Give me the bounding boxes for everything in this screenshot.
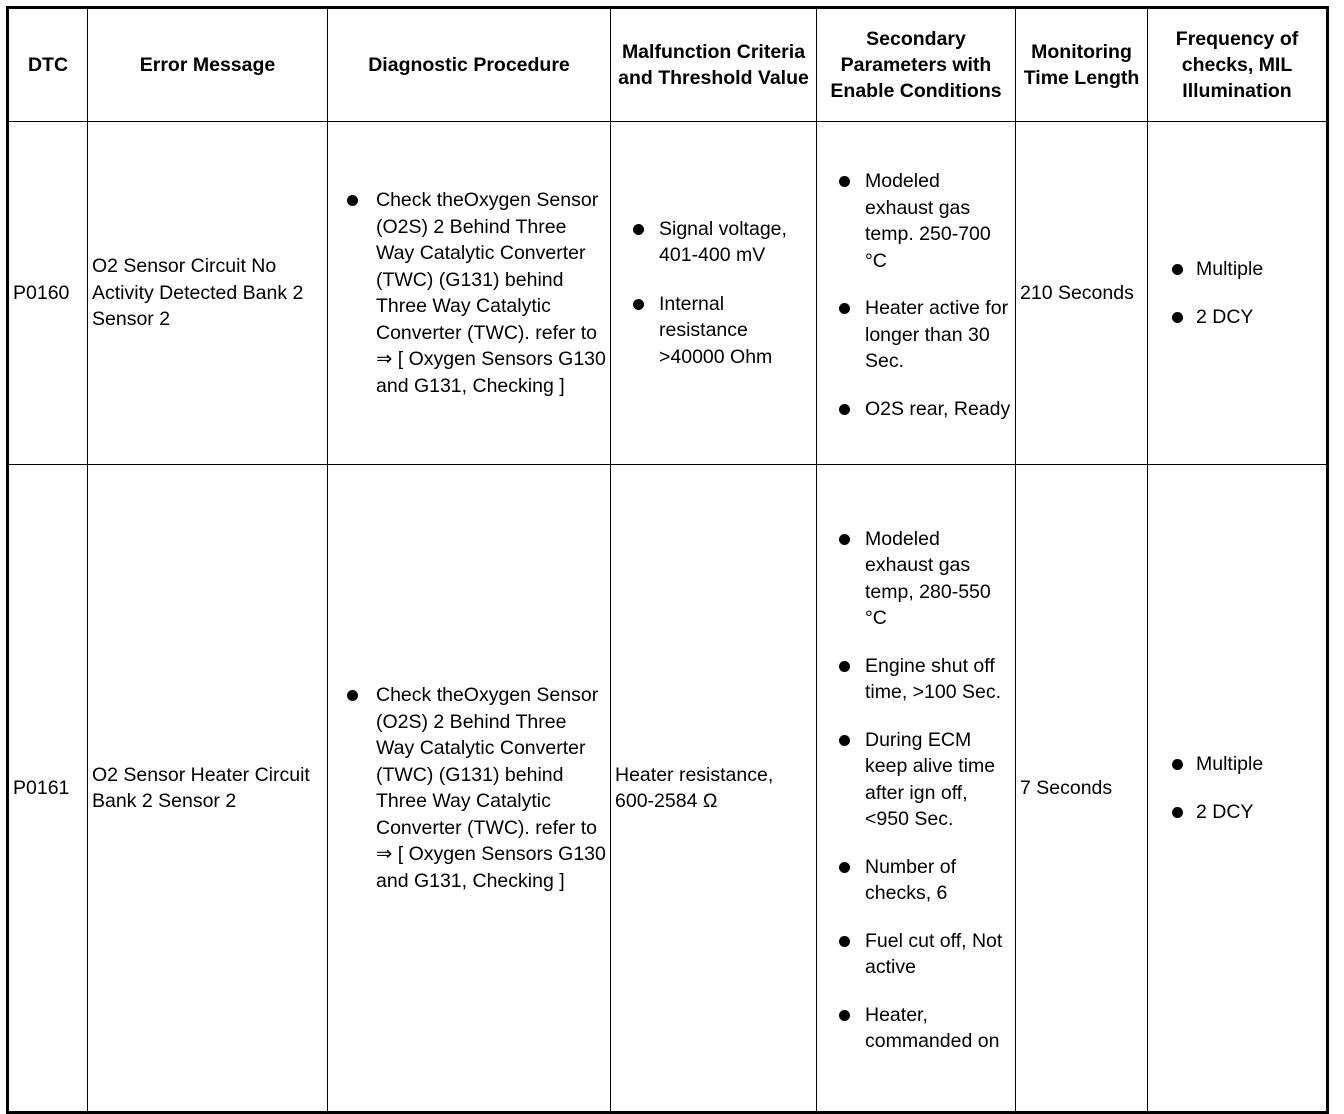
dtc-code: P0160	[8, 122, 88, 465]
diagnostic-procedure	[328, 465, 611, 1113]
header-secondary-parameters: Secondary Parameters with Enable Conditions	[817, 8, 1016, 122]
secondary-item: Fuel cut off, Not active	[821, 928, 1011, 981]
secondary-item: Engine shut off time, >100 Sec.	[821, 653, 1011, 706]
header-error-message: Error Message	[88, 8, 328, 122]
frequency-item: Multiple	[1152, 751, 1322, 778]
secondary-item: Modeled exhaust gas temp. 250-700 °C	[821, 168, 1011, 274]
malfunction-criteria	[611, 122, 817, 465]
table-row	[8, 122, 1328, 465]
header-diagnostic-procedure: Diagnostic Procedure	[328, 8, 611, 122]
table-row	[8, 465, 1328, 1113]
header-dtc: DTC	[8, 8, 88, 122]
secondary-item: Number of checks, 6	[821, 854, 1011, 907]
frequency-item: Multiple	[1152, 256, 1322, 283]
header-monitoring-time: Monitoring Time Length	[1016, 8, 1148, 122]
secondary-item: Heater, commanded on	[821, 1002, 1011, 1055]
diagnostic-procedure	[328, 122, 611, 465]
error-message: O2 Sensor Circuit No Activity Detected Bank 2 Sensor 2	[88, 122, 328, 465]
frequency-item: 2 DCY	[1152, 304, 1322, 331]
frequency	[1148, 122, 1328, 465]
criteria-item: Internal resistance >40000 Ohm	[615, 291, 812, 371]
secondary-parameters	[817, 465, 1016, 1113]
secondary-item: Modeled exhaust gas temp, 280-550 °C	[821, 526, 1011, 632]
malfunction-criteria: Heater resistance, 600-2584 Ω	[611, 465, 817, 1113]
secondary-item: O2S rear, Ready	[821, 396, 1011, 423]
secondary-item: Heater active for longer than 30 Sec.	[821, 295, 1011, 375]
header-row	[8, 8, 1328, 122]
secondary-parameters	[817, 122, 1016, 465]
frequency-item: 2 DCY	[1152, 799, 1322, 826]
dtc-table	[6, 6, 1329, 1114]
dtc-code: P0161	[8, 465, 88, 1113]
monitoring-time: 210 Seconds	[1016, 122, 1148, 465]
criteria-item: Signal voltage, 401-400 mV	[615, 216, 812, 269]
error-message: O2 Sensor Heater Circuit Bank 2 Sensor 2	[88, 465, 328, 1113]
secondary-item: During ECM keep alive time after ign off, <950 Sec.	[821, 727, 1011, 833]
header-malfunction-criteria: Malfunction Criteria and Threshold Value	[611, 8, 817, 122]
header-frequency: Frequency of checks, MIL Illumination	[1148, 8, 1328, 122]
frequency	[1148, 465, 1328, 1113]
monitoring-time: 7 Seconds	[1016, 465, 1148, 1113]
procedure-item: Check theOxygen Sensor (O2S) 2 Behind Three Way Catalytic Converter (TWC) (G131) behind Three Way Catalytic Converter (TWC). refer to ⇒ [ Oxygen Sensors G130 and G131, Checking ]	[332, 682, 606, 894]
procedure-item: Check theOxygen Sensor (O2S) 2 Behind Three Way Catalytic Converter (TWC) (G131) behind Three Way Catalytic Converter (TWC). refer to ⇒ [ Oxygen Sensors G130 and G131, Checking ]	[332, 187, 606, 399]
